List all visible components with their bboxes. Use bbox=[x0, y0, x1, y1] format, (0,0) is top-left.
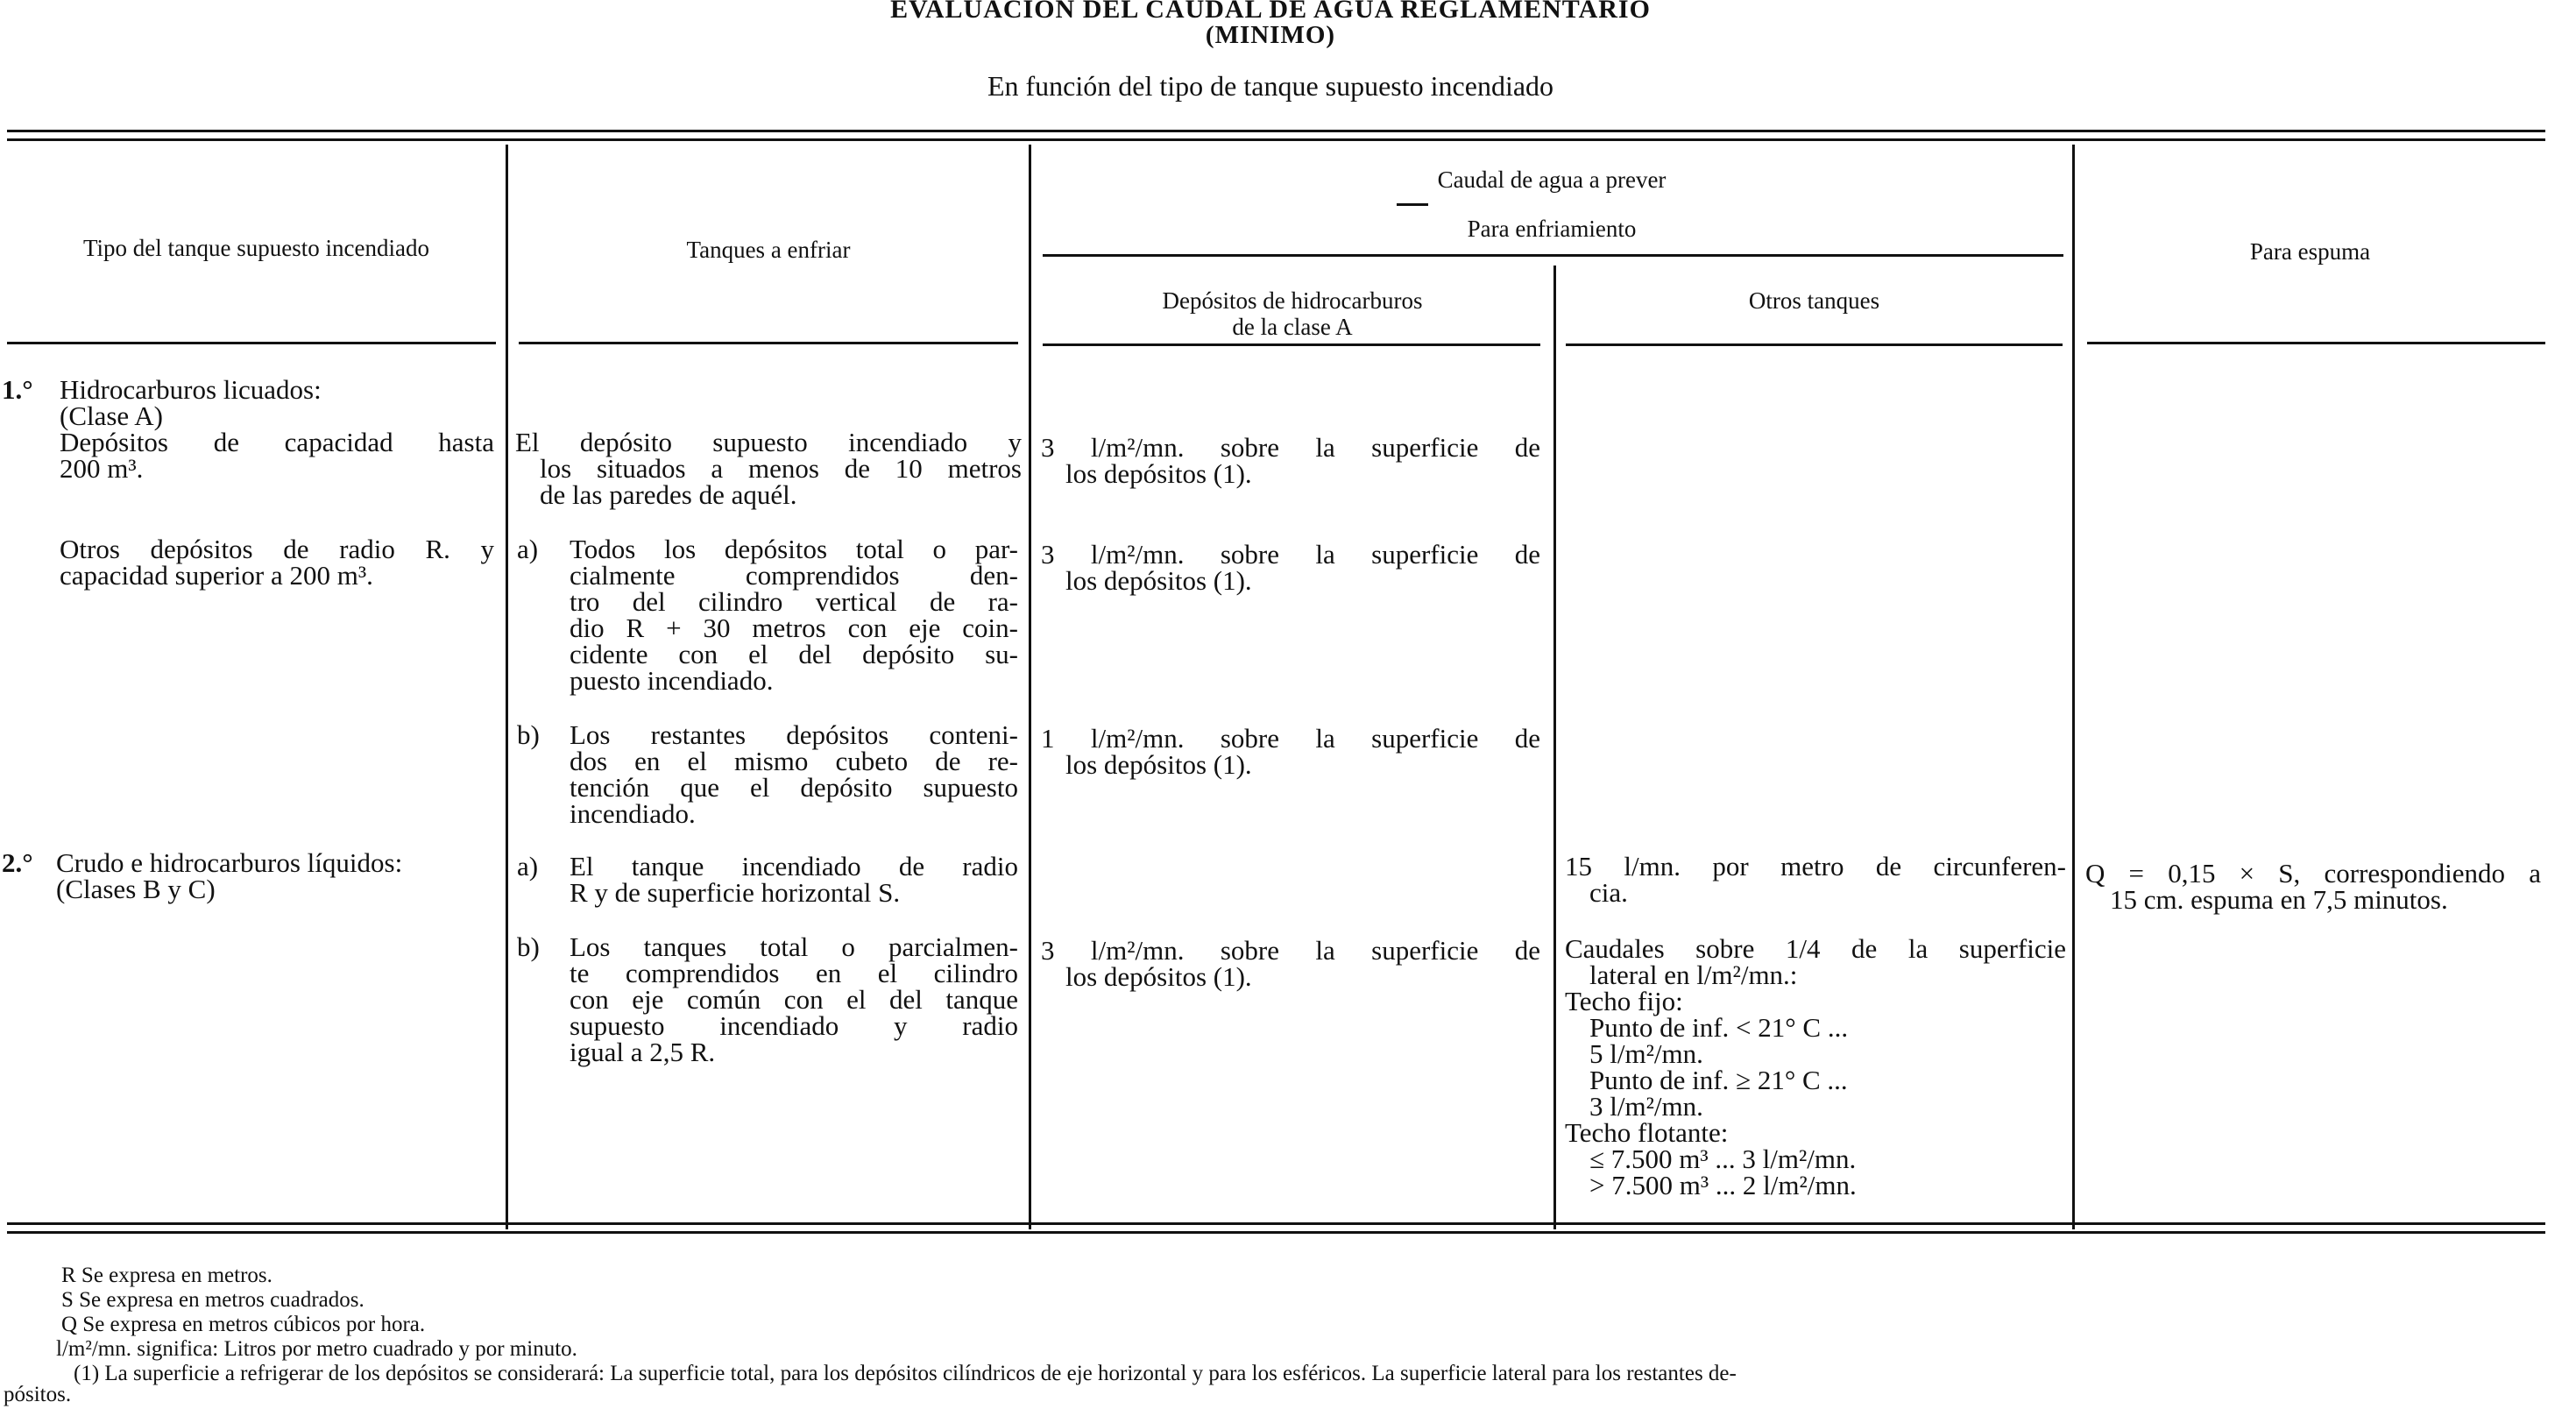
row2-tanks-line: tro del cilindro vertical de ra- bbox=[570, 586, 1018, 617]
row1-type-text bbox=[60, 429, 494, 482]
row5-tanks-text bbox=[570, 931, 1018, 1067]
row2-marker: a) bbox=[517, 534, 539, 564]
header-para-enfriamiento: Para enfriamiento bbox=[1467, 216, 1637, 242]
row5-marker: b) bbox=[517, 931, 540, 962]
row5-otros-line: > 7.500 m³ ... 2 l/m²/mn. bbox=[1589, 1170, 1857, 1200]
para-enfriamiento-rule bbox=[1043, 254, 2063, 257]
row4-type-line: (Clases B y C) bbox=[56, 874, 216, 904]
row5-otros-line: Techo flotante: bbox=[1565, 1117, 1729, 1148]
row1-type-cell bbox=[60, 374, 498, 431]
row4-tanks-text bbox=[570, 853, 1018, 906]
row2-depositos-line: 3 l/m²/mn. sobre la superficie de bbox=[1041, 539, 1540, 570]
row4-espuma-text bbox=[2085, 860, 2541, 913]
row1-depositos-line: 3 l/m²/mn. sobre la superficie de bbox=[1041, 432, 1540, 463]
row1-clase: (Clase A) bbox=[60, 400, 163, 431]
row4-type-text bbox=[56, 847, 498, 904]
header-rule-col2 bbox=[519, 342, 1018, 344]
row5-tanks-line: supuesto incendiado y radio bbox=[570, 1010, 1018, 1041]
page-title-qualifier: (MINIMO) bbox=[1205, 21, 1336, 49]
row2-tanks-line: puesto incendiado. bbox=[570, 665, 774, 696]
row1-depositos-text bbox=[1041, 432, 1540, 489]
row2-depositos-text bbox=[1041, 539, 1540, 596]
row3-depositos-line: 1 l/m²/mn. sobre la superficie de bbox=[1041, 723, 1540, 754]
page-subtitle: En función del tipo de tanque supuesto incendiado bbox=[987, 70, 1554, 102]
note-s: S Se expresa en metros cuadrados. bbox=[61, 1288, 364, 1312]
table-top-rule bbox=[7, 130, 2545, 132]
table-top-rule-inner bbox=[7, 138, 2545, 141]
row1-type-line: 200 m³. bbox=[60, 453, 144, 484]
note-footnote-1-cont: pósitos. bbox=[4, 1383, 72, 1406]
table-bottom-rule-inner bbox=[7, 1231, 2545, 1234]
row1-heading: Hidrocarburos licuados: bbox=[60, 374, 322, 405]
row2-depositos-line: los depósitos (1). bbox=[1065, 565, 1252, 596]
row5-tanks-line: con eje común con el del tanque bbox=[570, 984, 1018, 1015]
row4-tanks-line: R y de superficie horizontal S. bbox=[570, 877, 901, 908]
row3-tanks-line: dos en el mismo cubeto de re- bbox=[570, 746, 1018, 776]
column-divider-4 bbox=[2072, 145, 2075, 1229]
page-title: EVALUACION DEL CAUDAL DE AGUA REGLAMENTARIO bbox=[890, 0, 1651, 24]
row5-otros-line: 3 l/m²/mn. bbox=[1589, 1091, 1703, 1122]
header-otros-tanques: Otros tanques bbox=[1748, 287, 1880, 314]
row5-otros-line: Punto de inf. < 21° C ... bbox=[1589, 1012, 1849, 1043]
row1-tanks-line: los situados a menos de 10 metros bbox=[540, 453, 1022, 484]
row3-depositos-text bbox=[1041, 723, 1540, 780]
row3-tanks-line: incendiado. bbox=[570, 798, 696, 829]
row5-depositos-text bbox=[1041, 935, 1540, 992]
note-r: R Se expresa en metros. bbox=[61, 1264, 272, 1287]
row4-espuma-line: Q = 0,15 × S, correspondiendo a bbox=[2085, 858, 2541, 889]
row2-type-line: capacidad superior a 200 m³. bbox=[60, 560, 373, 591]
row1-tanks-text bbox=[515, 429, 1022, 508]
row-number-2: 2.° bbox=[2, 847, 33, 878]
row5-otros-line: 5 l/m²/mn. bbox=[1589, 1038, 1703, 1069]
header-rule-col3 bbox=[1043, 343, 1540, 346]
row5-tanks-line: te comprendidos en el cilindro bbox=[570, 958, 1018, 988]
table-bottom-rule bbox=[7, 1222, 2545, 1225]
row4-marker: a) bbox=[517, 851, 539, 881]
column-divider-3 bbox=[1553, 266, 1556, 1229]
row3-tanks-text bbox=[570, 719, 1018, 829]
row5-otros-line: Techo fijo: bbox=[1565, 986, 1683, 1016]
row4-otros-line: 15 l/mn. por metro de circunferen- bbox=[1565, 851, 2066, 881]
row5-depositos-line: los depósitos (1). bbox=[1065, 961, 1252, 992]
header-rule-col5 bbox=[2087, 342, 2545, 344]
row3-depositos-line: los depósitos (1). bbox=[1065, 749, 1252, 780]
header-rule-col4 bbox=[1566, 343, 2063, 346]
row5-tanks-line: Los tanques total o parcialmen- bbox=[570, 931, 1018, 962]
note-q: Q Se expresa en metros cúbicos por hora. bbox=[61, 1313, 426, 1336]
header-para-espuma: Para espuma bbox=[2249, 238, 2371, 265]
row2-type-line: Otros depósitos de radio R. y bbox=[60, 534, 494, 564]
row-number-1: 1.° bbox=[2, 374, 33, 405]
row2-tanks-line: cialmente comprendidos den- bbox=[570, 560, 1018, 591]
row2-type-text bbox=[60, 536, 494, 589]
header-tanques-enfriar: Tanques a enfriar bbox=[686, 237, 851, 263]
row3-tanks-line: Los restantes depósitos conteni- bbox=[570, 719, 1018, 750]
row2-tanks-text bbox=[570, 536, 1018, 694]
row4-otros-text bbox=[1565, 853, 2066, 906]
row2-tanks-line: Todos los depósitos total o par- bbox=[570, 534, 1018, 564]
row4-otros-line: cia. bbox=[1589, 877, 1628, 908]
row5-otros-line: Punto de inf. ≥ 21° C ... bbox=[1589, 1065, 1848, 1095]
row3-marker: b) bbox=[517, 719, 540, 750]
row5-otros-line: lateral en l/m²/mn.: bbox=[1589, 959, 1798, 990]
header-caudal-agua: Caudal de agua a prever bbox=[1437, 166, 1667, 193]
row3-tanks-line: tención que el depósito supuesto bbox=[570, 772, 1018, 803]
row1-tanks-line: de las paredes de aquél. bbox=[540, 479, 797, 510]
note-footnote-1: (1) La superficie a refrigerar de los depósitos se considerará: La superficie total, para los depósitos cilíndricos de eje horizontal y para los esféricos. La superficie lateral para los restantes de- bbox=[74, 1362, 1737, 1385]
row5-depositos-line: 3 l/m²/mn. sobre la superficie de bbox=[1041, 935, 1540, 966]
row1-depositos-line: los depósitos (1). bbox=[1065, 458, 1252, 489]
row4-espuma-line: 15 cm. espuma en 7,5 minutos. bbox=[2110, 884, 2448, 915]
row5-tanks-line: igual a 2,5 R. bbox=[570, 1037, 716, 1067]
row1-tanks-line: El depósito supuesto incendiado y bbox=[515, 427, 1022, 457]
row4-type-line: Crudo e hidrocarburos líquidos: bbox=[56, 847, 403, 878]
column-divider-1 bbox=[506, 145, 508, 1229]
header-depositos-clase-a bbox=[1031, 287, 1553, 340]
row5-otros-text bbox=[1565, 933, 2066, 1200]
row5-otros-line: ≤ 7.500 m³ ... 3 l/m²/mn. bbox=[1589, 1143, 1857, 1174]
header-depositos-line1: Depósitos de hidrocarburos bbox=[1162, 287, 1423, 314]
row1-type-line: Depósitos de capacidad hasta bbox=[60, 427, 494, 457]
row2-tanks-line: cidente con el del depósito su- bbox=[570, 639, 1018, 669]
header-tipo-tanque: Tipo del tanque supuesto incendiado bbox=[83, 235, 429, 261]
row4-tanks-line: El tanque incendiado de radio bbox=[570, 851, 1018, 881]
caudal-underline bbox=[1397, 203, 1428, 206]
header-rule-col1 bbox=[7, 342, 496, 344]
row2-tanks-line: dio R + 30 metros con eje coin- bbox=[570, 612, 1018, 643]
note-units: l/m²/mn. significa: Litros por metro cuadrado y por minuto. bbox=[56, 1337, 577, 1361]
header-depositos-line2: de la clase A bbox=[1232, 314, 1353, 340]
row5-otros-line: Caudales sobre 1/4 de la superficie bbox=[1565, 933, 2066, 964]
